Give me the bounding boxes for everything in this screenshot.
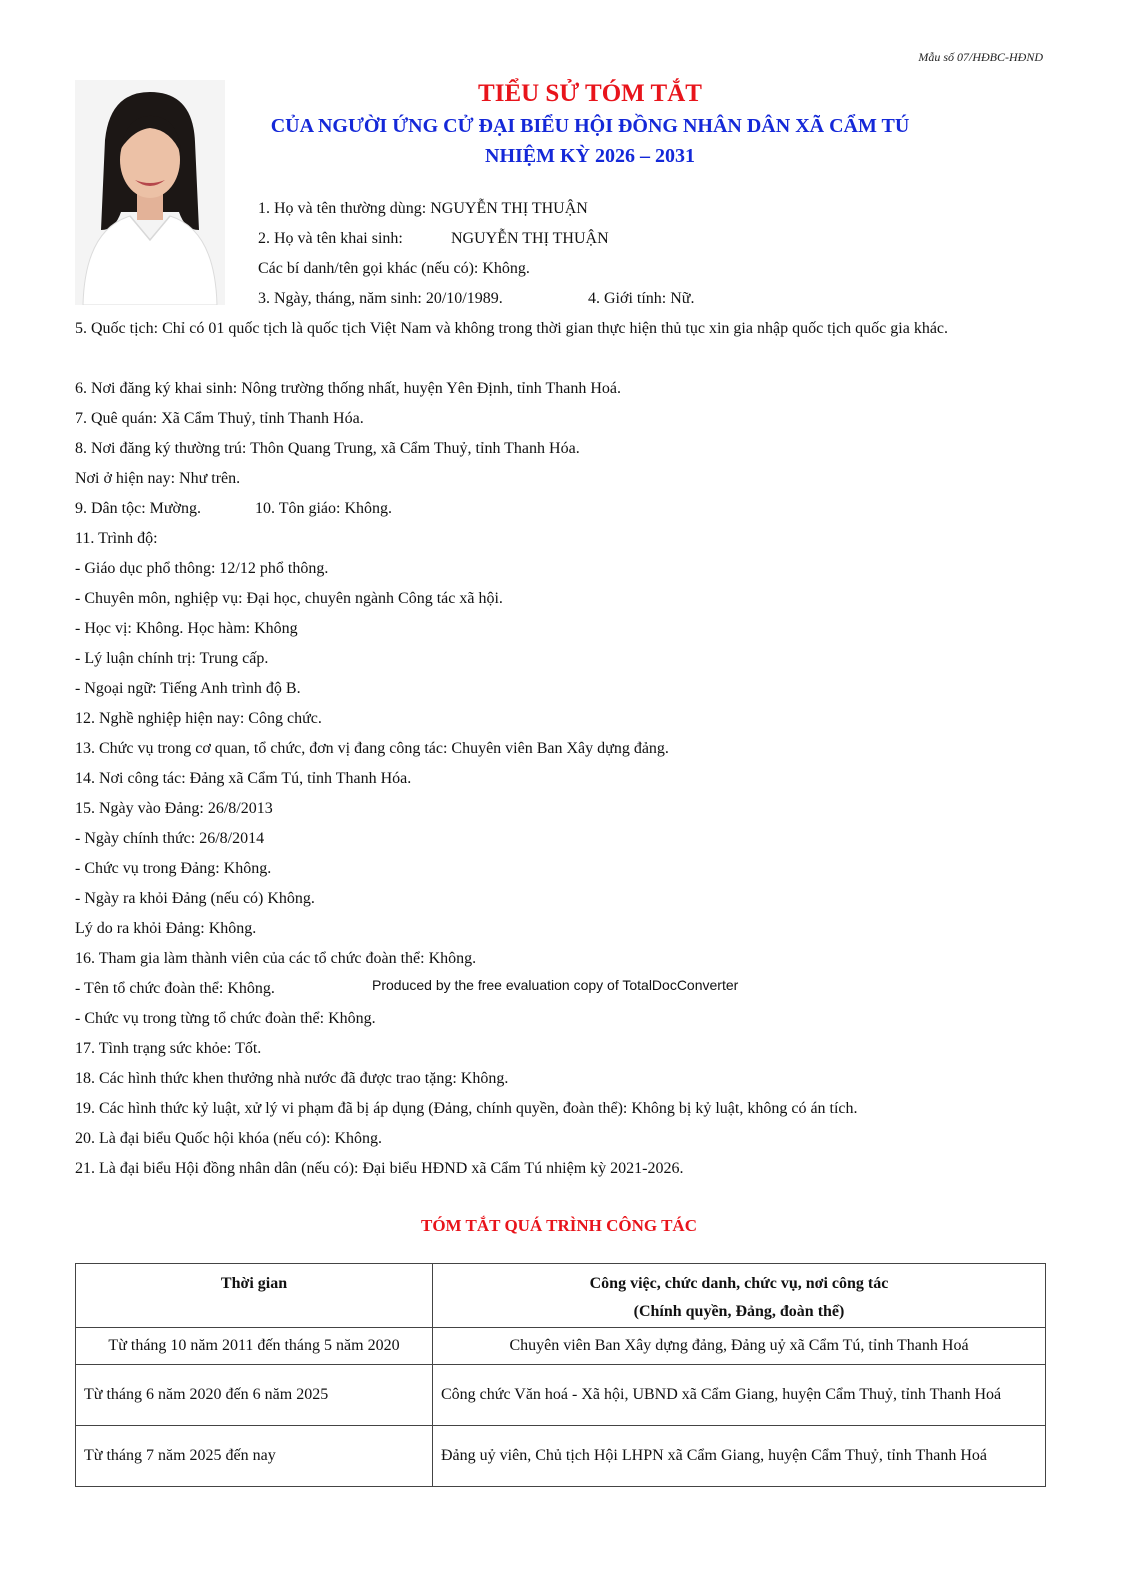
political-theory-field: - Lý luận chính trị: Trung cấp. (75, 650, 269, 667)
workplace-field: 14. Nơi công tác: Đảng xã Cẩm Tú, tỉnh Thanh Hóa. (75, 770, 412, 787)
birth-registration-field: 6. Nơi đăng ký khai sinh: Nông trường thống nhất, huyện Yên Định, tỉnh Thanh Hoá. (75, 380, 621, 397)
ethnicity-field: 9. Dân tộc: Mường. (75, 500, 202, 517)
degree-field: - Học vị: Không. Học hàm: Không (75, 620, 298, 637)
general-education-field: - Giáo dục phổ thông: 12/12 phổ thông. (75, 560, 329, 577)
party-official-date-field: - Ngày chính thức: 26/8/2014 (75, 830, 265, 847)
header-time: Thời gian (76, 1264, 433, 1328)
nationality-field: 5. Quốc tịch: Chỉ có 01 quốc tịch là quốc tịch Việt Nam và không trong thời gian thực hiện thủ tục xin gia nhập quốc tịch quốc gia khác. (75, 320, 949, 337)
row-time: Từ tháng 7 năm 2025 đến nay (76, 1426, 433, 1487)
form-code: Mẫu số 07/HĐBC-HĐND (918, 50, 1043, 64)
organization-position-field: - Chức vụ trong từng tổ chức đoàn thể: Không. (75, 1010, 376, 1027)
table-row (76, 1426, 1046, 1487)
position-field: 13. Chức vụ trong cơ quan, tổ chức, đơn vị đang công tác: Chuyên viên Ban Xây dựng đảng. (75, 740, 669, 757)
awards-field: 18. Các hình thức khen thưởng nhà nước đã được trao tặng: Không. (75, 1070, 509, 1087)
row-time: Từ tháng 10 năm 2011 đến tháng 5 năm 2020 (76, 1328, 433, 1365)
doc-subtitle: CỦA NGƯỜI ỨNG CỬ ĐẠI BIỂU HỘI ĐỒNG NHÂN DÂN XÃ CẨM TÚ (270, 115, 910, 137)
table-row (76, 1328, 1046, 1365)
work-history-table (75, 1263, 1046, 1487)
doc-term: NHIỆM KỲ 2026 – 2031 (485, 145, 695, 167)
hometown-field: 7. Quê quán: Xã Cẩm Thuỷ, tỉnh Thanh Hóa. (75, 410, 364, 427)
birth-name-label: 2. Họ và tên khai sinh: (258, 230, 403, 247)
work-history-title: TÓM TẮT QUÁ TRÌNH CÔNG TÁC (421, 1216, 697, 1235)
health-field: 17. Tình trạng sức khỏe: Tốt. (75, 1040, 262, 1057)
organization-name-field: - Tên tổ chức đoàn thể: Không. (75, 980, 275, 997)
watermark-text: Produced by the free evaluation copy of TotalDocConverter (372, 977, 739, 993)
row-job: Đảng uỷ viên, Chủ tịch Hội LHPN xã Cẩm Giang, huyện Cẩm Thuỷ, tỉnh Thanh Hoá (433, 1426, 1046, 1487)
professional-field: - Chuyên môn, nghiệp vụ: Đại học, chuyên ngành Công tác xã hội. (75, 590, 503, 607)
permanent-residence-field: 8. Nơi đăng ký thường trú: Thôn Quang Trung, xã Cẩm Thuỷ, tỉnh Thanh Hóa. (75, 440, 580, 457)
alias-field: Các bí danh/tên gọi khác (nếu có): Không. (258, 260, 530, 277)
candidate-photo (75, 80, 225, 305)
foreign-language-field: - Ngoại ngữ: Tiếng Anh trình độ B. (75, 680, 301, 697)
header-job-line1: Công việc, chức danh, chức vụ, nơi công tác (589, 1275, 889, 1292)
national-assembly-field: 20. Là đại biểu Quốc hội khóa (nếu có): Không. (75, 1130, 383, 1147)
council-delegate-field: 21. Là đại biểu Hội đồng nhân dân (nếu có): Đại biểu HĐND xã Cẩm Tú nhiệm kỳ 2021-2026. (75, 1160, 684, 1177)
header-job (433, 1264, 1046, 1328)
occupation-field: 12. Nghề nghiệp hiện nay: Công chức. (75, 710, 322, 727)
discipline-field: 19. Các hình thức kỷ luật, xử lý vi phạm đã bị áp dụng (Đảng, chính quyền, đoàn thể): Không bị kỷ luật, không có án tích. (75, 1100, 858, 1117)
table-header-row (76, 1264, 1046, 1328)
portrait-image (75, 80, 225, 305)
birth-date-field: 3. Ngày, tháng, năm sinh: 20/10/1989. (258, 290, 503, 307)
row-job: Chuyên viên Ban Xây dựng đảng, Đảng uỷ xã Cẩm Tú, tỉnh Thanh Hoá (433, 1328, 1046, 1365)
education-heading: 11. Trình độ: (75, 530, 158, 547)
current-residence-field: Nơi ở hiện nay: Như trên. (75, 470, 241, 487)
row-job: Công chức Văn hoá - Xã hội, UBND xã Cẩm Giang, huyện Cẩm Thuỷ, tỉnh Thanh Hoá (433, 1365, 1046, 1426)
party-leave-date-field: - Ngày ra khỏi Đảng (nếu có) Không. (75, 890, 315, 907)
gender-field: 4. Giới tính: Nữ. (588, 290, 695, 307)
religion-field: 10. Tôn giáo: Không. (255, 500, 393, 517)
party-leave-reason-field: Lý do ra khỏi Đảng: Không. (75, 920, 257, 937)
party-join-date-field: 15. Ngày vào Đảng: 26/8/2013 (75, 800, 273, 817)
organizations-field: 16. Tham gia làm thành viên của các tổ chức đoàn thể: Không. (75, 950, 477, 967)
party-position-field: - Chức vụ trong Đảng: Không. (75, 860, 272, 877)
table-row (76, 1365, 1046, 1426)
header-job-line2: (Chính quyền, Đảng, đoàn thể) (633, 1303, 845, 1320)
row-time: Từ tháng 6 năm 2020 đến 6 năm 2025 (76, 1365, 433, 1426)
birth-name-value: NGUYỄN THỊ THUẬN (451, 230, 609, 247)
common-name-field: 1. Họ và tên thường dùng: NGUYỄN THỊ THUẬN (258, 200, 588, 217)
doc-title: TIỂU SỬ TÓM TẮT (478, 80, 702, 107)
